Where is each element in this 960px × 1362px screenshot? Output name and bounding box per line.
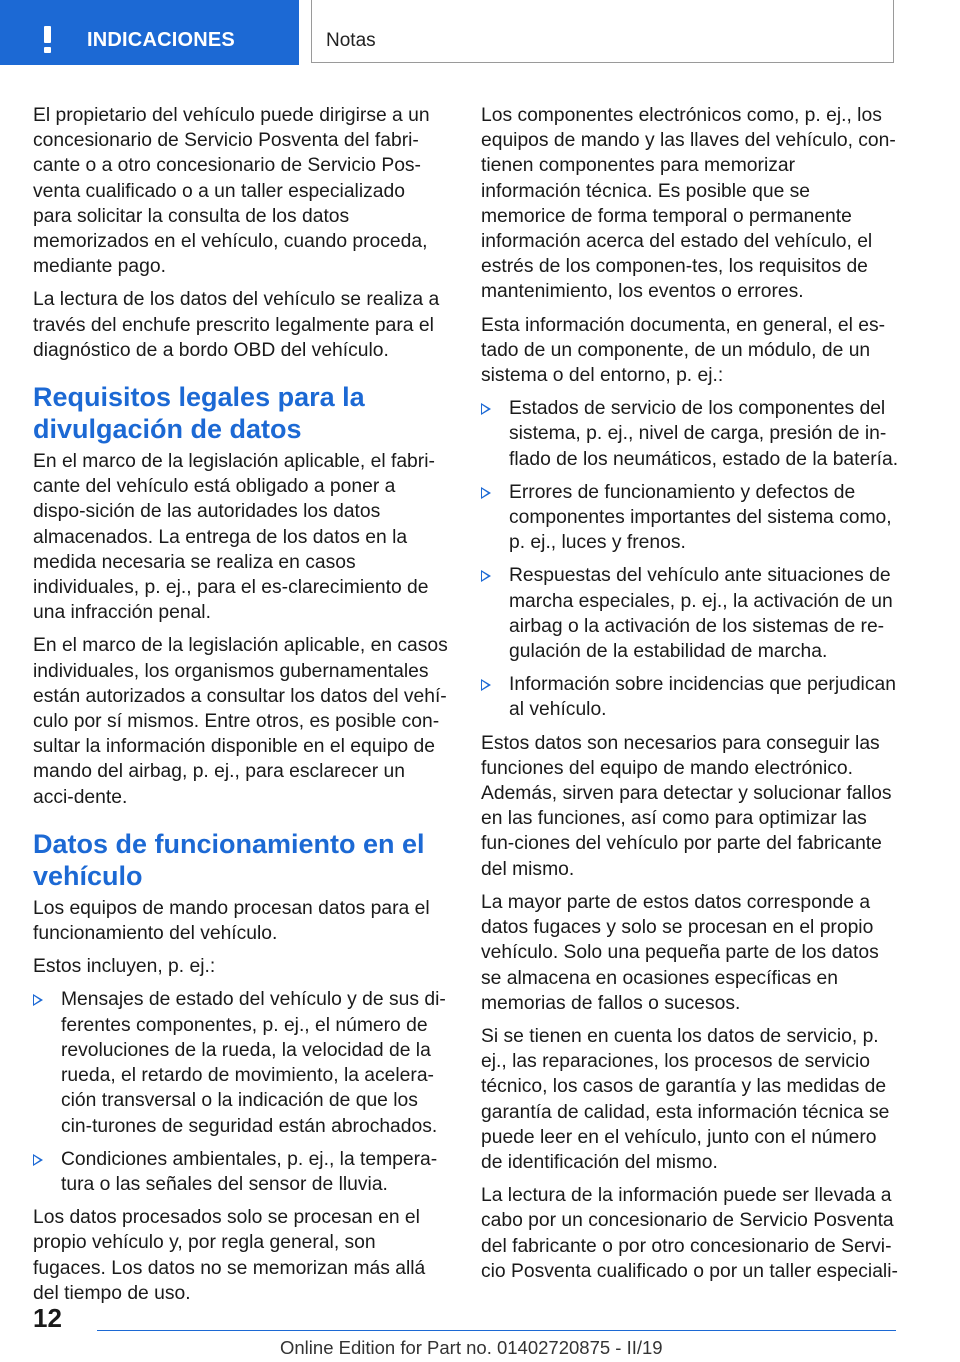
paragraph: La mayor parte de estos datos corresponde a datos fugaces y solo se procesan en el propio vehículo. Solo una pequeña parte de los datos se almacena en ocasiones específicas en memorias de fallos o sucesos. <box>481 891 879 1014</box>
section-title: INDICACIONES <box>87 29 235 51</box>
list-item-text: Información sobre incidencias que perjudican al vehículo. <box>509 674 896 721</box>
paragraph: Si se tienen en cuenta los datos de servicio, p. ej., las reparaciones, los procesos de servicio técnico, los casos de garantía y las medidas de garantía de calidad, esta información técnica se puede leer en el vehículo, junto con el número de identificación del mismo. <box>481 1025 890 1173</box>
paragraph: Los componentes electrónicos como, p. ej., los equipos de mando y las llaves del vehículo, con-tienen componentes para memorizar información técnica. Es posible que se memorice de forma temporal o permanente información acerca del estado del vehículo, el estrés de los componen-tes, los requisitos de mantenimiento, los eventos o errores. <box>481 105 896 303</box>
notes-header <box>311 0 894 63</box>
section-header-tab <box>0 0 299 65</box>
list-item-text: Condiciones ambientales, p. ej., la tempera-tura o las señales del sensor de lluvia. <box>61 1148 438 1195</box>
list-item-text: Respuestas del vehículo ante situaciones de marcha especiales, p. ej., la activación de un airbag o la activación de los sistemas de re-gulación de la estabilidad de marcha. <box>509 565 893 663</box>
warning-exclamation-icon <box>44 26 52 52</box>
paragraph: En el marco de la legislación aplicable, en casos individuales, los organismos gubernamentales están autorizados a consultar los datos del vehí-culo por sí mismos. Entre otros, es posible con-sultar la información disponible en el equipo de mando del airbag, p. ej., para esclarecer un acci-dente. <box>33 635 448 808</box>
triangle-bullet-icon <box>33 994 43 1006</box>
triangle-bullet-icon <box>481 570 491 582</box>
footer-divider <box>97 1330 896 1331</box>
list-item <box>33 987 448 1138</box>
list-item <box>33 1147 448 1197</box>
list-item <box>481 480 899 556</box>
section-heading: Requisitos legales para la divulgación de datos <box>33 382 365 445</box>
paragraph: Estos datos son necesarios para conseguir las funciones del equipo de mando electrónico. Además, sirven para detectar y solucionar fallos en las funciones, así como para optimizar las fun-ciones del vehículo por parte del fabricante del mismo. <box>481 732 892 880</box>
triangle-bullet-icon <box>481 679 491 691</box>
bullet-list <box>33 987 448 1197</box>
paragraph: Los datos procesados solo se procesan en el propio vehículo y, por regla general, son fugaces. Los datos no se memorizan más allá del tiempo de uso. <box>33 1207 426 1304</box>
right-column <box>481 103 899 1292</box>
triangle-bullet-icon <box>33 1154 43 1166</box>
paragraph: La lectura de los datos del vehículo se realiza a través del enchufe prescrito legalmente para el diagnóstico de a bordo OBD del vehículo. <box>33 289 440 361</box>
paragraph: Estos incluyen, p. ej.: <box>33 956 216 978</box>
page-number: 12 <box>33 1303 62 1333</box>
list-item <box>481 672 899 722</box>
section-heading: Datos de funcionamiento en el vehículo <box>33 828 425 891</box>
list-item-text: Errores de funcionamiento y defectos de componentes importantes del sistema como, p. ej., luces y frenos. <box>509 481 892 554</box>
paragraph: Los equipos de mando procesan datos para el funcionamiento del vehículo. <box>33 897 430 945</box>
paragraph: El propietario del vehículo puede dirigirse a un concesionario de Servicio Posventa del fabri-cante o a otro concesionario de Servicio Pos-venta cualificado o a un taller especializado para solicitar la consulta de los datos memorizados en el vehículo, cuando proceda, mediante pago. <box>33 105 430 278</box>
notes-title: Notas <box>326 30 376 51</box>
bullet-list <box>481 396 899 722</box>
list-item-text: Estados de servicio de los componentes del sistema, p. ej., nivel de carga, presión de in-flado de los neumáticos, estado de la batería. <box>509 398 899 470</box>
paragraph: Esta información documenta, en general, el es-tado de un componente, de un módulo, de un sistema o del entorno, p. ej.: <box>481 314 886 387</box>
triangle-bullet-icon <box>481 487 491 499</box>
paragraph: En el marco de la legislación aplicable, el fabri-cante del vehículo está obligado a poner a dispo-sición de las autoridades los datos almacenados. La entrega de los datos en la medida necesaria se realiza en casos individuales, p. ej., para el es-clarecimiento de una infracción penal. <box>33 451 435 624</box>
list-item <box>481 563 899 664</box>
left-column <box>33 103 448 1314</box>
list-item <box>481 396 899 472</box>
triangle-bullet-icon <box>481 403 491 415</box>
footer-edition: Online Edition for Part no. 01402720875 - II/19 <box>280 1337 663 1358</box>
paragraph: La lectura de la información puede ser llevada a cabo por un concesionario de Servicio Posventa del fabricante o por otro concesionario de Servi-cio Posventa cualificado o por un taller especiali- <box>481 1185 898 1282</box>
list-item-text: Mensajes de estado del vehículo y de sus di-ferentes componentes, p. ej., el número de revoluciones de la rueda, la velocidad de la rueda, el retardo de movimiento, la acelera-ción transversal o la indicación de que los cin-turones de seguridad están abrochados. <box>61 989 446 1137</box>
